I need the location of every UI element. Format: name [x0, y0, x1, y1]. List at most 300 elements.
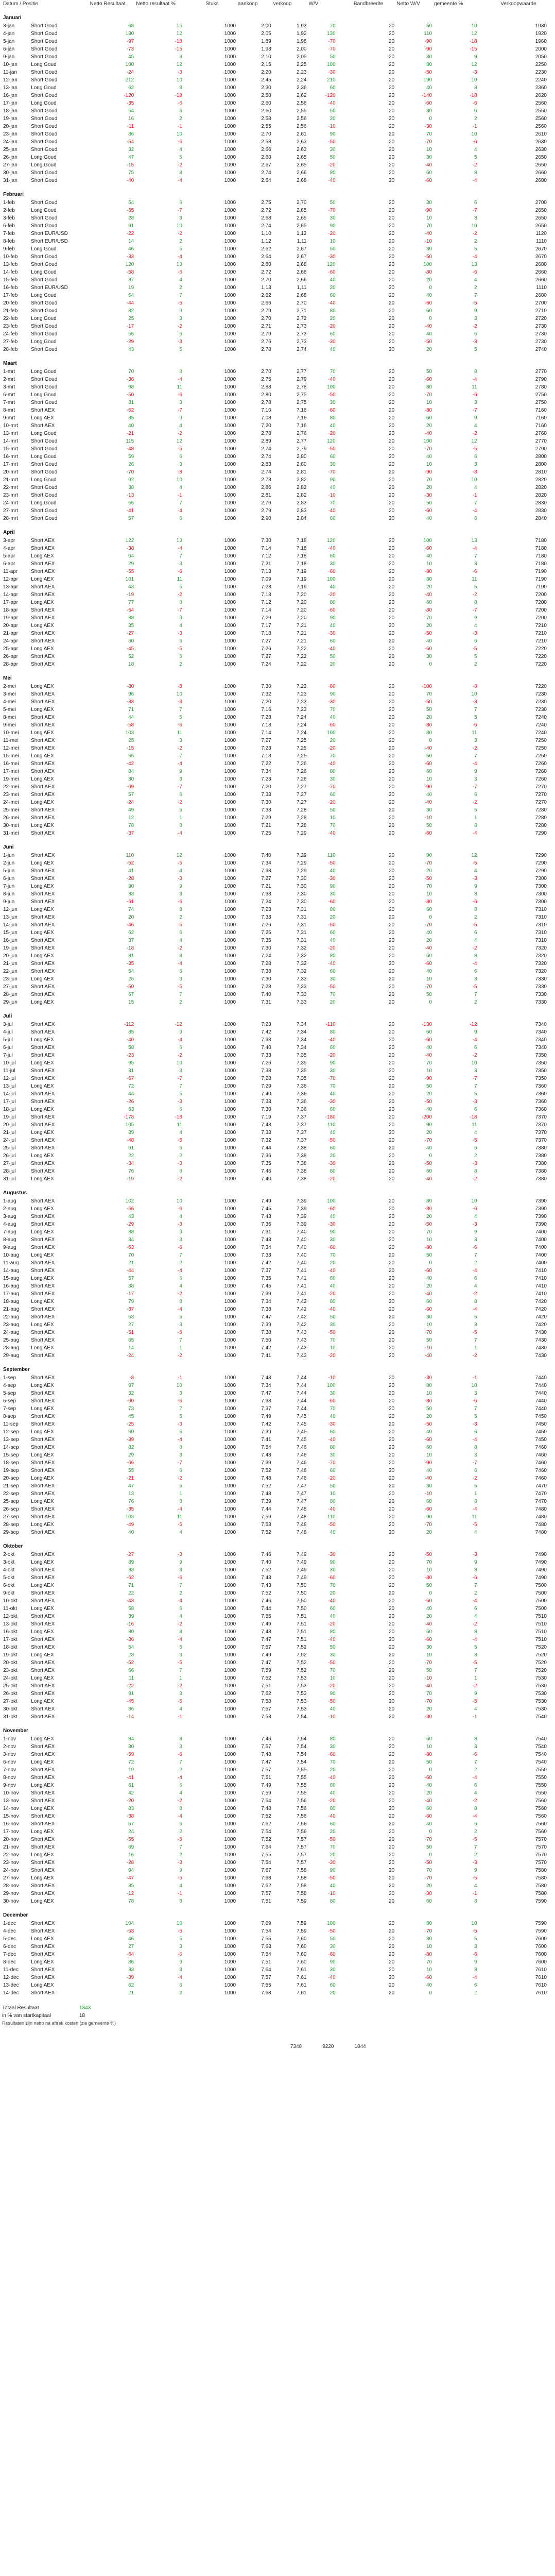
table-cell — [337, 1659, 353, 1667]
table-cell: 2720 — [535, 316, 547, 321]
table-cell: 20 — [389, 516, 395, 521]
table-cell: 212 — [125, 77, 134, 83]
table-cell — [337, 614, 353, 622]
table-cell: 1000 — [224, 1491, 236, 1497]
table-cell: 7,42 — [297, 1307, 307, 1312]
table-cell — [337, 1636, 353, 1643]
table-cell: 20 — [389, 1814, 395, 1819]
table-cell: 7490 — [535, 1567, 547, 1573]
table-row — [2, 53, 548, 61]
table-cell: 18-sep — [3, 1460, 19, 1466]
table-cell: 20 — [389, 246, 395, 252]
section-title: November — [3, 1727, 28, 1734]
table-cell: 54 — [128, 969, 134, 974]
table-cell: 3 — [179, 462, 182, 467]
table-cell: 2,72 — [261, 208, 271, 213]
table-cell: Long Goud — [31, 100, 57, 106]
table-cell: 1000 — [224, 1783, 236, 1788]
table-cell: 7550 — [535, 1775, 547, 1781]
table-cell: 1000 — [224, 815, 236, 821]
table-cell: 1000 — [224, 1614, 236, 1619]
table-cell: 20 — [389, 1790, 395, 1796]
table-row — [2, 268, 548, 276]
table-row — [2, 653, 548, 660]
table-cell: 7,53 — [297, 1699, 307, 1704]
table-row — [2, 1352, 548, 1360]
table-cell: Short AEX — [31, 1391, 55, 1396]
table-cell: 7,51 — [297, 1629, 307, 1635]
table-row — [2, 683, 548, 690]
table-cell: 7,21 — [261, 561, 271, 567]
table-cell: 1-sep — [3, 1375, 16, 1381]
table-cell: 4 — [474, 485, 477, 490]
table-cell: 7600 — [535, 1936, 547, 1942]
table-cell: 2,71 — [297, 308, 307, 314]
table-cell: 23-aug — [3, 1322, 20, 1328]
table-cell: 30 — [329, 1967, 336, 1973]
table-cell: 1000 — [224, 1276, 236, 1281]
table-cell — [183, 1436, 205, 1444]
table-cell: -30 — [328, 1161, 336, 1166]
table-cell: Short AEX — [31, 1468, 55, 1473]
table-cell — [478, 1782, 500, 1789]
table-cell: -5 — [178, 922, 182, 928]
table-cell — [478, 1428, 500, 1436]
table-cell: 2,75 — [261, 377, 271, 382]
table-cell — [478, 883, 500, 890]
table-cell: -18 — [470, 93, 477, 98]
table-cell: 2770 — [535, 369, 547, 375]
table-cell: 21-apr — [3, 631, 18, 636]
table-cell: 40 — [426, 85, 432, 91]
table-cell — [183, 768, 205, 775]
table-cell: -47 — [126, 1875, 134, 1881]
table-cell: -20 — [328, 745, 336, 751]
table-cell: 7,30 — [261, 684, 271, 689]
table-cell: 7,23 — [297, 691, 307, 697]
table-cell: 80 — [329, 415, 336, 421]
table-cell: 20 — [389, 131, 395, 137]
table-cell: -37 — [126, 1307, 134, 1312]
table-cell: 7,38 — [261, 1068, 271, 1074]
table-cell: 31-mei — [3, 831, 19, 836]
table-cell: 40 — [426, 930, 432, 936]
table-cell: Long AEX — [31, 1783, 54, 1788]
table-cell: 70 — [329, 753, 336, 759]
table-cell: 1000 — [224, 1621, 236, 1627]
table-cell: 2 — [179, 1829, 182, 1835]
table-cell — [478, 1374, 500, 1382]
table-cell: 20 — [389, 907, 395, 912]
table-cell: 6 — [179, 1145, 182, 1151]
table-cell: 20 — [389, 155, 395, 160]
table-cell — [478, 161, 500, 169]
table-cell: 14-nov — [3, 1806, 19, 1811]
table-row — [2, 1743, 548, 1751]
table-cell: -44 — [126, 300, 134, 306]
table-cell: -70 — [424, 922, 432, 928]
table-row — [2, 1966, 548, 1974]
table-cell: 9 — [474, 769, 477, 774]
table-cell: -7 — [472, 408, 477, 413]
table-cell: 7 — [179, 500, 182, 506]
table-cell: 11-jan — [3, 70, 18, 75]
table-cell — [337, 253, 353, 261]
table-cell: -26 — [126, 1099, 134, 1105]
table-cell: 8 — [474, 1629, 477, 1635]
table-cell: 1000 — [224, 93, 236, 98]
table-row — [2, 1667, 548, 1674]
table-cell: -60 — [424, 1437, 432, 1443]
table-cell — [183, 1758, 205, 1766]
table-cell: 7,53 — [297, 1675, 307, 1681]
table-cell: Long Goud — [31, 339, 57, 345]
table-cell — [183, 1129, 205, 1137]
table-cell: 21-nov — [3, 1844, 19, 1850]
table-cell: 70 — [329, 1583, 336, 1588]
table-cell: 20 — [329, 1767, 336, 1773]
table-cell — [183, 1574, 205, 1582]
table-cell: Short AEX — [31, 792, 55, 798]
table-cell: 20 — [426, 1790, 432, 1796]
table-cell: -6 — [178, 1398, 182, 1404]
table-cell: 7,55 — [297, 1783, 307, 1788]
table-cell — [183, 230, 205, 238]
table-cell: -2 — [472, 745, 477, 751]
table-cell — [478, 614, 500, 622]
table-row — [2, 177, 548, 184]
table-cell: 20 — [389, 999, 395, 1005]
table-cell — [183, 1981, 205, 1989]
table-cell: 3 — [179, 891, 182, 897]
table-cell: 80 — [329, 1806, 336, 1811]
table-cell: 7470 — [535, 1491, 547, 1497]
table-cell: 7,43 — [261, 1237, 271, 1243]
table-row — [2, 1558, 548, 1566]
table-row — [2, 1674, 548, 1682]
table-cell: 77 — [128, 600, 134, 605]
table-cell: 20 — [389, 1383, 395, 1388]
table-cell — [183, 1851, 205, 1859]
table-cell: 7,50 — [261, 1337, 271, 1343]
footer-note: Resultaten zijn netto na aftrek kosten (zie gemeente %) — [2, 2021, 116, 2026]
table-cell: -40 — [328, 1775, 336, 1781]
table-cell: -40 — [424, 1621, 432, 1627]
table-cell: 1000 — [224, 231, 236, 236]
table-cell: 2730 — [535, 331, 547, 337]
table-cell: -6 — [178, 1206, 182, 1212]
table-cell — [337, 1113, 353, 1121]
table-row — [2, 1336, 548, 1344]
table-cell: 20 — [389, 646, 395, 652]
table-cell: 1000 — [224, 1852, 236, 1858]
table-cell: 7560 — [535, 1806, 547, 1811]
table-cell — [183, 169, 205, 177]
table-cell: 2,76 — [261, 339, 271, 345]
table-cell: Short AEX — [31, 992, 55, 997]
table-cell: -30 — [328, 1421, 336, 1427]
table-cell: 7,24 — [297, 722, 307, 728]
table-cell: 5-mei — [3, 707, 16, 713]
table-cell: Short AEX — [31, 1314, 55, 1320]
table-cell: Short Goud — [31, 54, 58, 60]
table-cell: 20 — [389, 1944, 395, 1950]
table-cell: 5 — [179, 1936, 182, 1942]
table-cell: Short AEX — [31, 1491, 55, 1497]
table-cell — [478, 737, 500, 744]
table-cell: 30 — [426, 1314, 432, 1320]
table-cell: 10 — [426, 400, 432, 405]
table-cell: 6 — [474, 331, 477, 337]
table-cell — [478, 1812, 500, 1820]
table-cell: -6 — [178, 722, 182, 728]
table-cell: 10 — [176, 223, 182, 229]
table-row — [2, 752, 548, 760]
table-cell — [337, 960, 353, 968]
table-cell: 19 — [128, 285, 134, 291]
table-cell: 2 — [179, 662, 182, 667]
table-cell: 60 — [426, 953, 432, 959]
table-row — [2, 1244, 548, 1251]
table-cell: 7,52 — [261, 1814, 271, 1819]
table-cell: 20 — [389, 1222, 395, 1227]
table-cell: 20 — [389, 1099, 395, 1105]
table-cell: 7,40 — [261, 1091, 271, 1097]
table-cell: 26-jul — [3, 1153, 16, 1159]
table-cell: 60 — [329, 1145, 336, 1151]
table-cell: 2 — [179, 1260, 182, 1266]
table-cell: 13-jun — [3, 914, 18, 920]
table-cell: 7340 — [535, 1022, 547, 1027]
table-cell — [337, 169, 353, 177]
table-cell: Long AEX — [31, 1852, 54, 1858]
table-cell — [183, 1444, 205, 1451]
table-cell: 20 — [389, 1514, 395, 1520]
table-cell: 7,49 — [297, 1575, 307, 1581]
table-cell — [337, 268, 353, 276]
table-row — [2, 69, 548, 76]
table-cell: 7230 — [535, 699, 547, 705]
table-cell: 5 — [474, 654, 477, 659]
table-cell: -4 — [472, 178, 477, 183]
table-cell: 0 — [429, 285, 432, 291]
table-cell: -40 — [328, 761, 336, 767]
table-cell: 1000 — [224, 1214, 236, 1219]
table-cell: 20 — [389, 1198, 395, 1204]
table-row — [2, 238, 548, 245]
table-cell — [478, 1475, 500, 1482]
table-cell: 19-mei — [3, 776, 19, 782]
table-cell: -50 — [424, 699, 432, 705]
table-cell: 7330 — [535, 992, 547, 997]
table-cell: 92 — [128, 477, 134, 483]
section-title: Januari — [3, 14, 22, 21]
table-cell: 1000 — [224, 316, 236, 321]
table-cell: 7260 — [535, 761, 547, 767]
table-cell: 60 — [329, 930, 336, 936]
table-cell: 7500 — [535, 1583, 547, 1588]
table-cell: 20 — [389, 1952, 395, 1957]
table-row — [2, 1251, 548, 1259]
table-cell: 17-jan — [3, 100, 18, 106]
table-cell — [337, 783, 353, 791]
table-cell — [183, 222, 205, 230]
table-cell: 1,12 — [261, 239, 271, 244]
table-cell — [478, 1927, 500, 1935]
table-cell: 70 — [426, 223, 432, 229]
table-cell: 27-jan — [3, 162, 18, 168]
table-cell: 34 — [128, 1237, 134, 1243]
table-cell: Short AEX — [31, 699, 55, 705]
table-cell: 1000 — [224, 1130, 236, 1136]
table-cell: 7400 — [535, 1260, 547, 1266]
table-cell: 26-mei — [3, 815, 19, 821]
table-cell: 20 — [389, 769, 395, 774]
table-cell — [183, 867, 205, 875]
table-cell: 7210 — [535, 623, 547, 629]
column-header: Netto resultaat % — [136, 1, 176, 7]
table-row — [2, 507, 548, 515]
table-cell: 5 — [474, 1936, 477, 1942]
table-cell: 6 — [474, 1276, 477, 1281]
table-cell: 20 — [389, 431, 395, 436]
table-cell — [183, 1059, 205, 1067]
table-cell: -63 — [126, 1245, 134, 1250]
table-cell — [478, 1236, 500, 1244]
table-cell: 20 — [389, 324, 395, 329]
table-cell: -52 — [126, 860, 134, 866]
table-cell — [337, 1121, 353, 1129]
table-row — [2, 22, 548, 30]
table-cell: 20 — [389, 792, 395, 798]
table-cell: 8 — [474, 1899, 477, 1904]
table-cell: 7420 — [535, 1322, 547, 1328]
table-cell — [337, 1082, 353, 1090]
table-cell: 12-mei — [3, 745, 19, 751]
table-cell — [183, 284, 205, 292]
table-cell: 20 — [389, 508, 395, 514]
section-header — [2, 184, 548, 199]
table-cell: 20 — [389, 1744, 395, 1750]
table-cell: 3 — [179, 1744, 182, 1750]
table-cell: 1000 — [224, 1806, 236, 1811]
table-cell: 60 — [128, 1429, 134, 1435]
table-cell: -2 — [178, 1353, 182, 1359]
table-cell: 7360 — [535, 1091, 547, 1097]
table-row — [2, 537, 548, 545]
table-cell: 0 — [429, 316, 432, 321]
table-cell: 28 — [128, 215, 134, 221]
table-cell: 20 — [389, 1229, 395, 1235]
table-cell: 7250 — [535, 745, 547, 751]
table-cell: Short AEX — [31, 1844, 55, 1850]
table-cell — [337, 630, 353, 637]
table-row — [2, 61, 548, 69]
table-cell: 1000 — [224, 876, 236, 882]
table-cell: 1000 — [224, 899, 236, 905]
table-cell: 2 — [179, 239, 182, 244]
table-cell: 20 — [389, 922, 395, 928]
table-cell: 1000 — [224, 208, 236, 213]
table-cell: -40 — [328, 1307, 336, 1312]
table-cell: 4 — [179, 1706, 182, 1712]
table-cell: Short AEX — [31, 1076, 55, 1081]
table-cell: -41 — [126, 1775, 134, 1781]
table-cell: 7,31 — [297, 930, 307, 936]
table-cell: 2 — [179, 1852, 182, 1858]
table-cell — [337, 1498, 353, 1505]
table-cell: 2,79 — [261, 308, 271, 314]
table-cell: 4-apr — [3, 546, 15, 551]
table-cell — [478, 1344, 500, 1352]
table-cell: 50 — [329, 807, 336, 813]
table-cell: 8 — [179, 907, 182, 912]
table-cell: -7 — [472, 607, 477, 613]
table-cell — [183, 890, 205, 898]
table-cell: 7,56 — [297, 1814, 307, 1819]
table-cell — [337, 1389, 353, 1397]
table-cell: Short Goud — [31, 485, 58, 490]
table-cell: 7,27 — [297, 800, 307, 805]
table-cell: 20 — [389, 1206, 395, 1212]
table-cell: 17-feb — [3, 293, 18, 298]
table-cell: 97 — [128, 1383, 134, 1388]
table-cell: 22-mei — [3, 784, 19, 790]
table-cell — [183, 898, 205, 906]
table-cell: 10 — [329, 815, 336, 821]
table-cell: 7560 — [535, 1821, 547, 1827]
table-cell: 9 — [179, 615, 182, 621]
table-cell — [183, 814, 205, 822]
table-cell: 1000 — [224, 1575, 236, 1581]
table-cell: 100 — [125, 62, 134, 67]
section-title: April — [3, 529, 15, 535]
table-cell — [337, 1451, 353, 1459]
table-row — [2, 783, 548, 791]
table-cell: 40 — [329, 1790, 336, 1796]
table-cell — [478, 1651, 500, 1659]
table-cell — [478, 1205, 500, 1213]
table-cell — [183, 875, 205, 883]
table-cell: Short Goud — [31, 384, 58, 390]
table-cell: -90 — [424, 208, 432, 213]
table-cell: 10 — [471, 691, 477, 697]
table-cell — [183, 414, 205, 422]
table-cell: 30 — [426, 155, 432, 160]
table-cell: 1,11 — [297, 239, 307, 244]
table-cell: 1000 — [224, 1145, 236, 1151]
table-cell: 7370 — [535, 1138, 547, 1143]
table-cell: 20 — [389, 1353, 395, 1359]
table-row — [2, 714, 548, 721]
table-cell: Short AEX — [31, 899, 55, 905]
table-cell: 76 — [128, 1499, 134, 1504]
table-cell — [478, 714, 500, 721]
table-cell: 7180 — [535, 553, 547, 559]
table-cell — [337, 1521, 353, 1529]
table-cell: 1000 — [224, 984, 236, 990]
table-cell: -2 — [472, 1176, 477, 1182]
table-cell — [337, 1129, 353, 1137]
table-cell: -35 — [126, 1506, 134, 1512]
table-cell: 22-feb — [3, 316, 18, 321]
table-cell — [183, 622, 205, 630]
table-cell: -60 — [424, 1307, 432, 1312]
table-cell: 9 — [474, 615, 477, 621]
table-cell: 7,47 — [261, 1314, 271, 1320]
table-cell: 2700 — [535, 300, 547, 306]
table-row — [2, 222, 548, 230]
